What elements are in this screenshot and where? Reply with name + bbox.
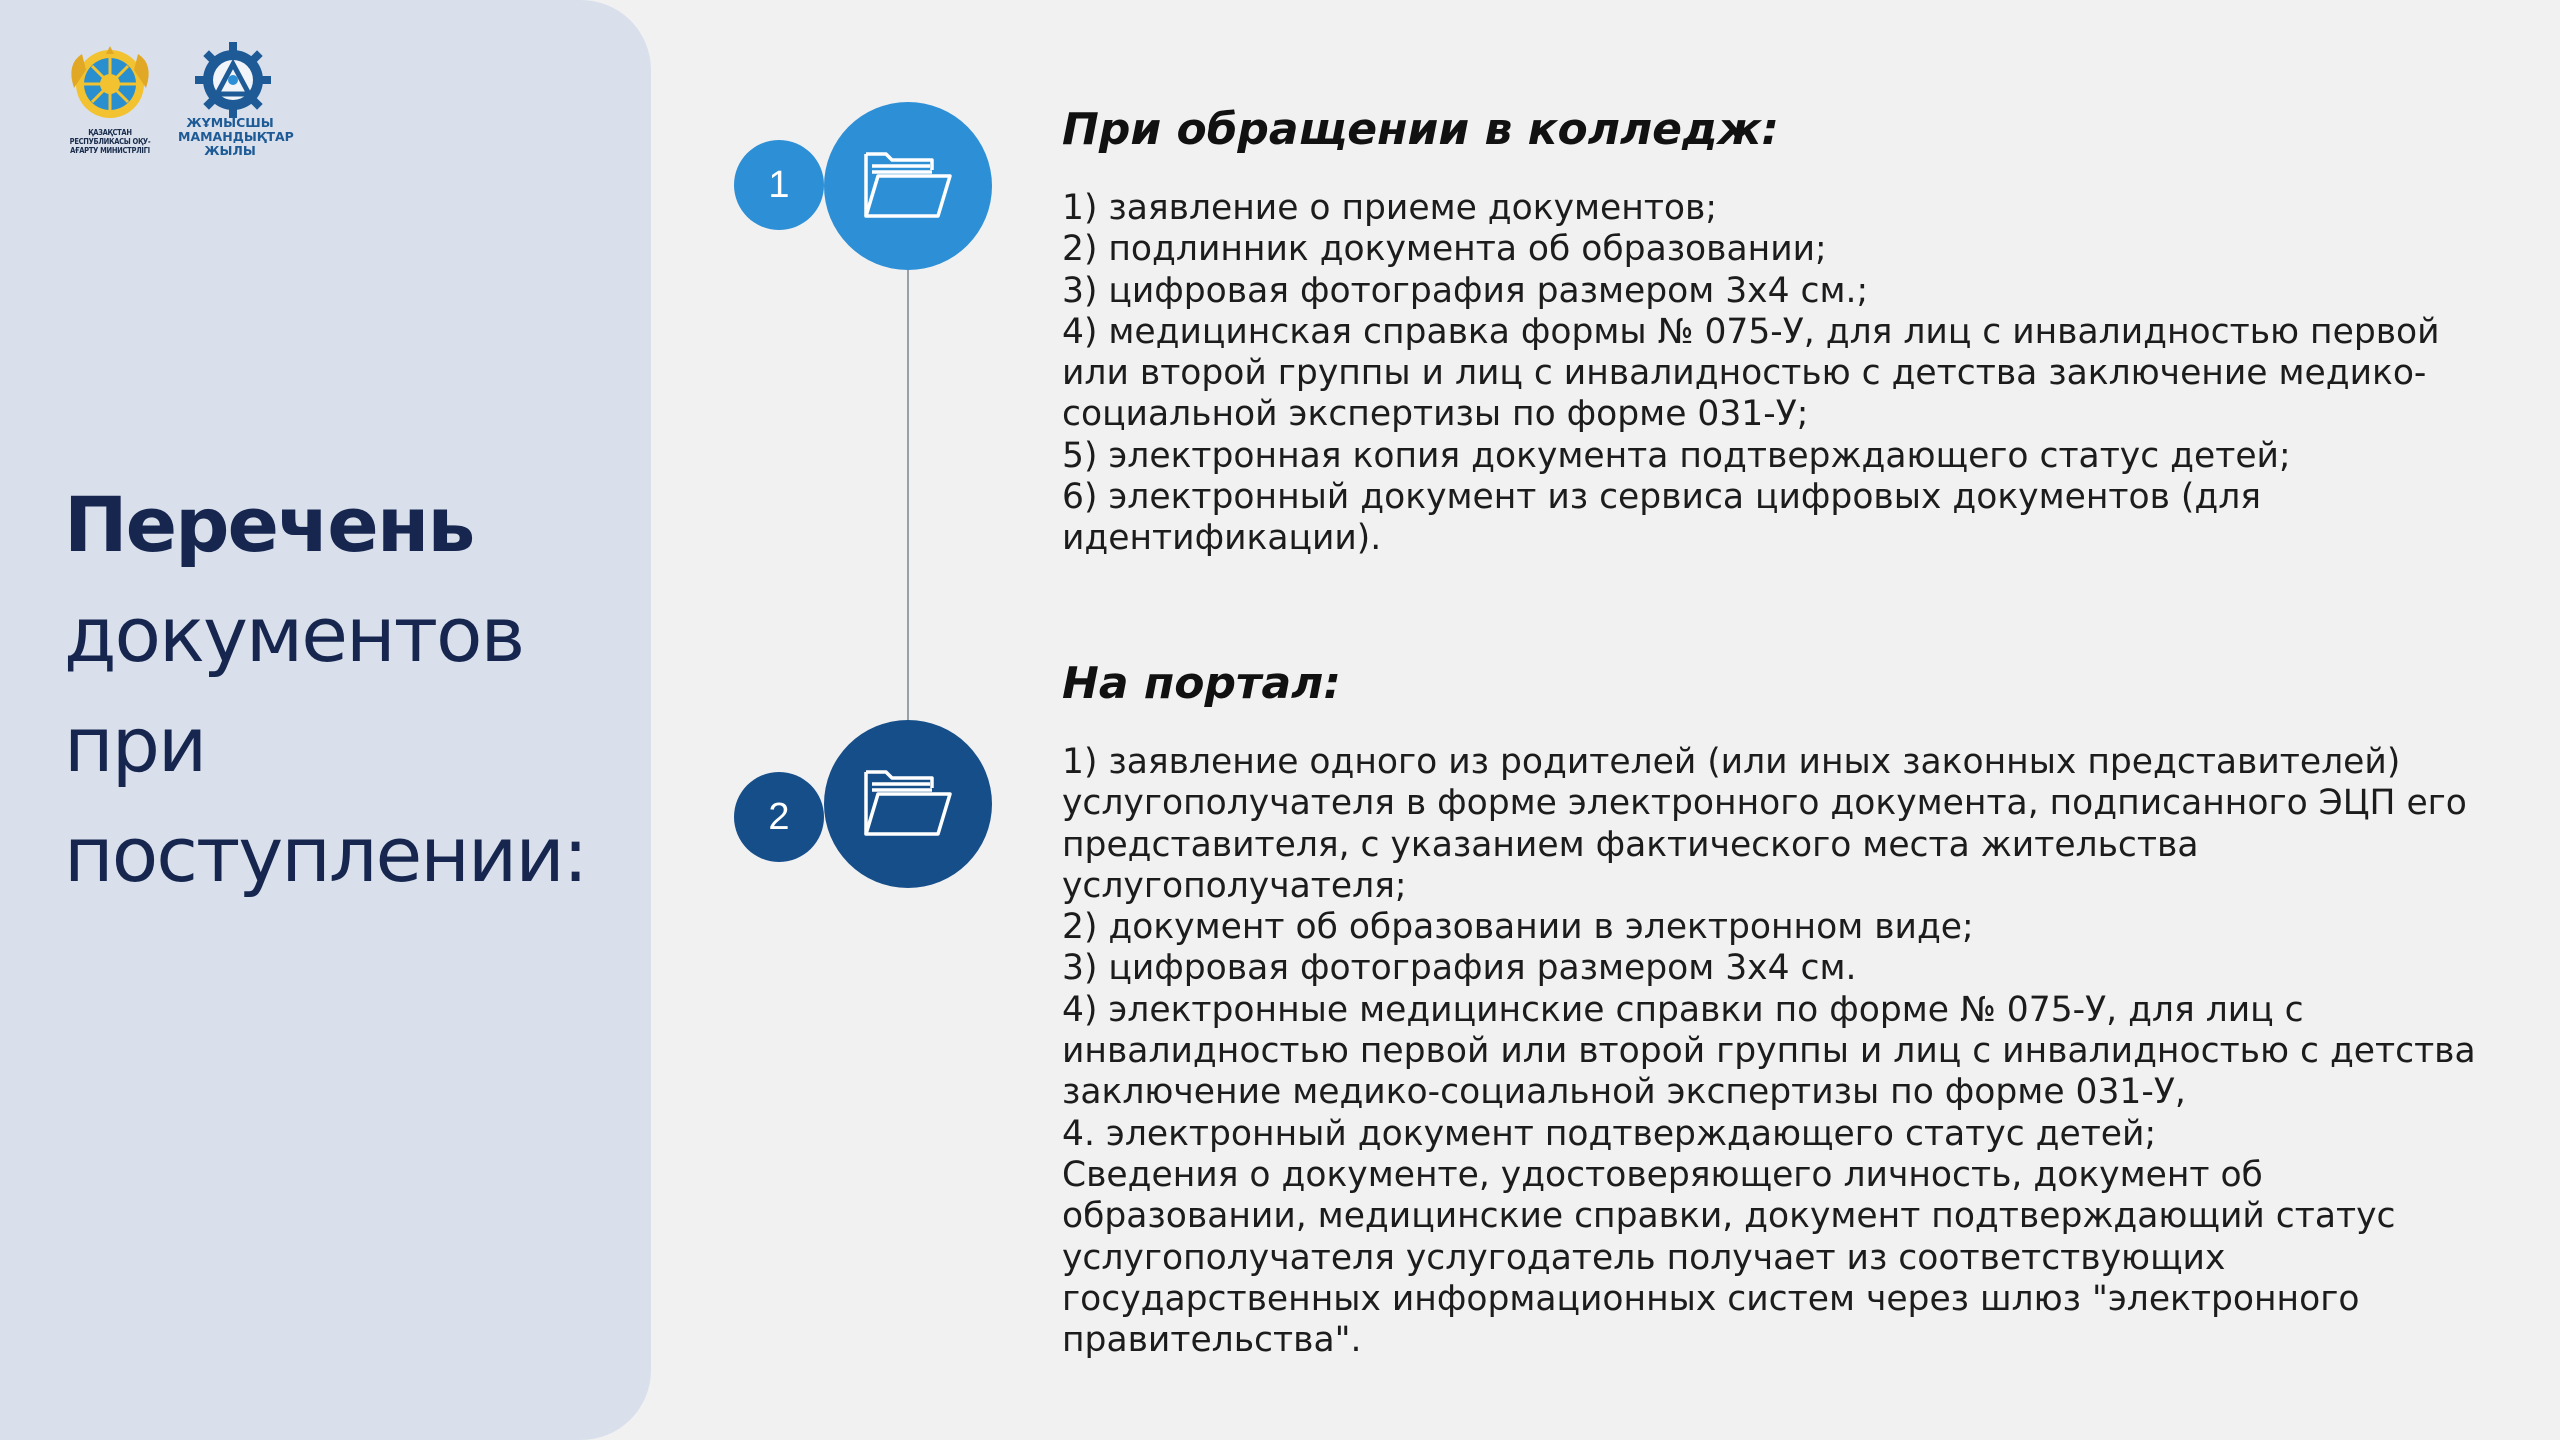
step-2-circle — [824, 720, 992, 888]
gear-caption: ЖҰМЫСШЫ МАМАНДЫҚТАР ЖЫЛЫ — [178, 115, 294, 158]
list-item: 1) заявление о приеме документов; — [1062, 188, 1717, 228]
list-item: 6) электронный документ из сервиса цифровых документов (для идентификации). — [1062, 477, 2262, 559]
page-title-line: документов — [64, 590, 524, 679]
list-item: 3) цифровая фотография размером 3х4 см.; — [1062, 270, 1869, 311]
list-item: 5) электронная копия документа подтверждающего статус детей; — [1062, 435, 2291, 476]
page-title — [64, 470, 586, 910]
list-item: 1) заявление одного из родителей (или иных законных представителей) услугополучателя в форме электронного документа, подписанного ЭЦП его представителя, с указанием фактического места жительства услугополучателя; — [1062, 742, 2467, 906]
list-item: 2) документ об образовании в электронном виде; — [1062, 907, 1974, 948]
emblem-caption: ҚАЗАҚСТАН РЕСПУБЛИКАСЫ ОҚУ-АҒАРТУ МИНИСТРЛІГІ — [69, 128, 151, 155]
portal-section — [1062, 652, 2502, 1361]
page-title-bold: Перечень — [64, 480, 474, 569]
logos — [60, 44, 294, 164]
folder-icon — [862, 146, 954, 226]
college-section — [1062, 98, 2502, 560]
page-title-line: при — [64, 700, 206, 789]
list-item: 3) цифровая фотография размером 3х4 см. — [1062, 948, 1857, 989]
list-item: 4) медицинская справка формы № 075-У, для лиц с инвалидностью первой или второй группы и лиц с инвалидностью с детства заключение медико- социальной экспертизы по форме 031-У; — [1062, 311, 2440, 435]
page-title-line: поступлении: — [64, 810, 587, 899]
college-heading: При обращении в колледж: — [1062, 104, 1779, 155]
side-panel — [0, 0, 651, 1440]
list-item: 4. электронный документ подтверждающего статус детей; — [1062, 1113, 2157, 1154]
timeline-connector — [907, 240, 909, 800]
step-1-badge: 1 — [734, 140, 824, 230]
step-2-badge: 2 — [734, 772, 824, 862]
college-list — [1062, 188, 2502, 560]
portal-heading: На портал: — [1062, 658, 1341, 709]
list-item: Сведения о документе, удостоверяющего личность, документ об образовании, медицинские справки, документ подтверждающий статус услугополучателя услугодатель получает из соответствующих государственных информационных систем через шлюз "электронного правительства". — [1062, 1154, 2396, 1361]
step-1-circle — [824, 102, 992, 270]
list-item: 4) электронные медицинские справки по форме № 075-У, для лиц с инвалидностью первой или второй группы и лиц с инвалидностью с детства заключение медико-социальной экспертизы по форме 031-У, — [1062, 989, 2476, 1113]
list-item: 2) подлинник документа об образовании; — [1062, 229, 1827, 270]
folder-icon — [862, 764, 954, 844]
portal-list — [1062, 742, 2502, 1361]
